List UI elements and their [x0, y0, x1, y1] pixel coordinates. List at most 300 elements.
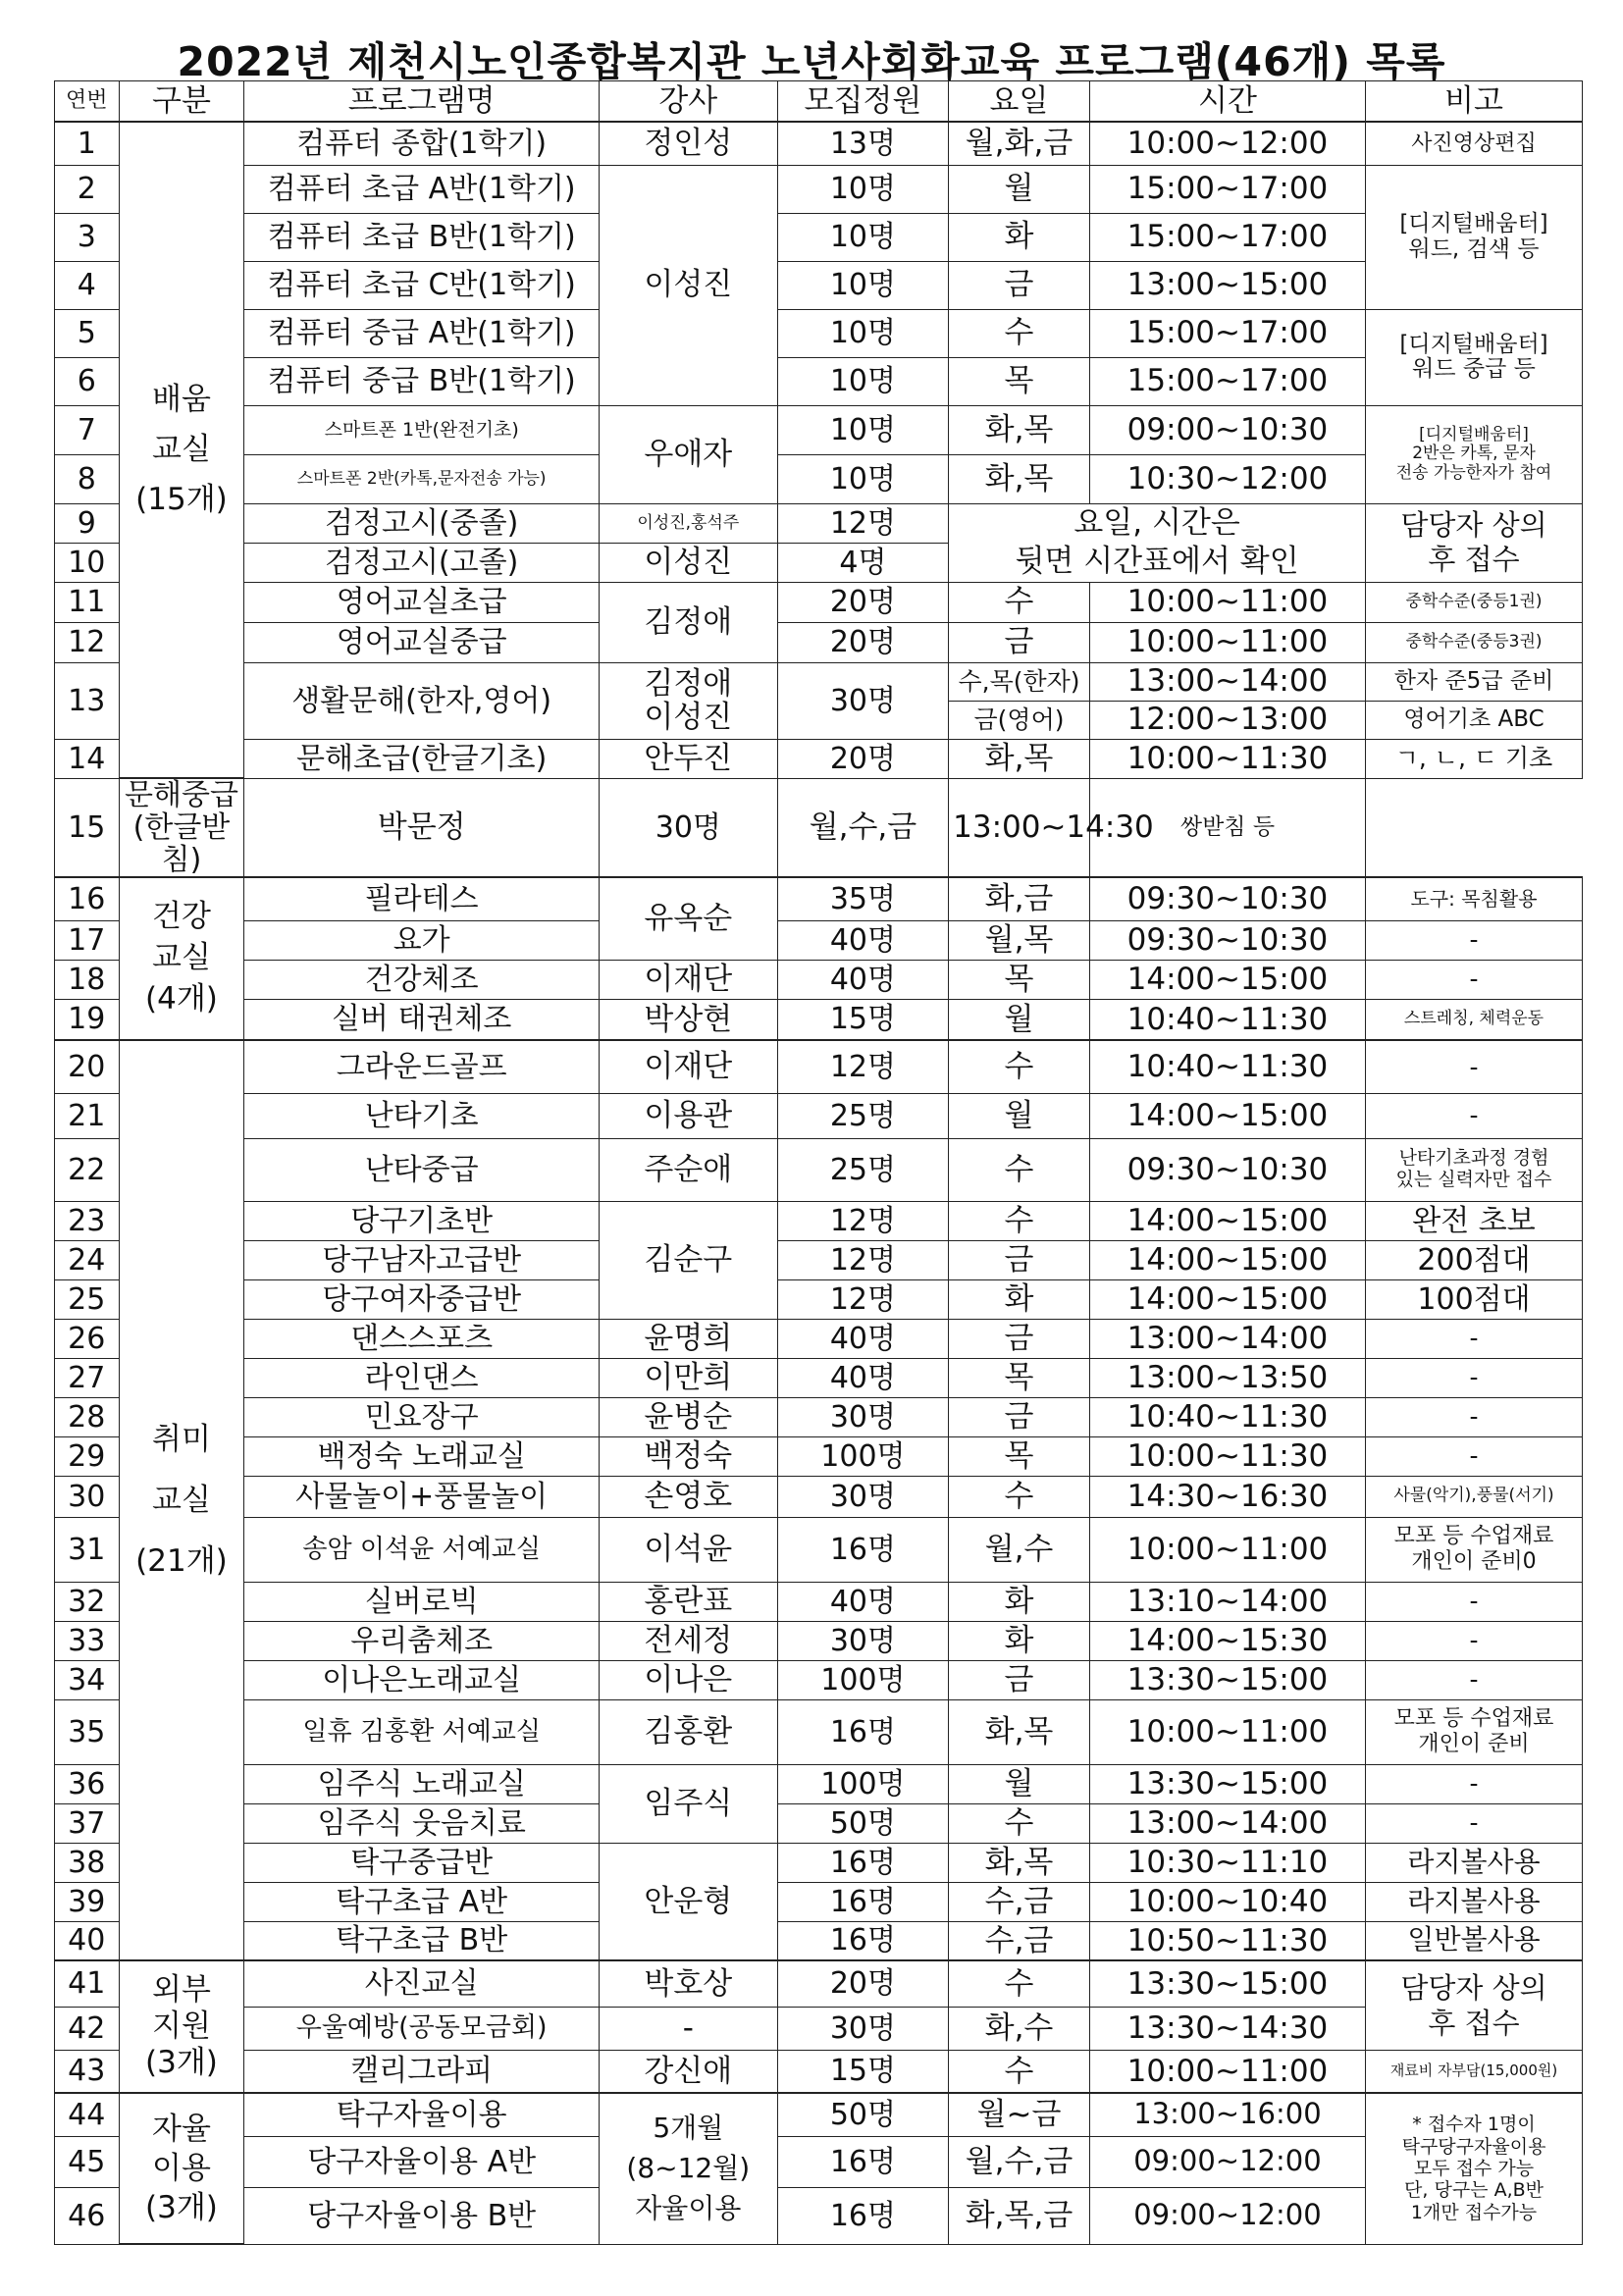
- teacher: 김정애: [599, 582, 777, 662]
- capacity: 10명: [777, 454, 948, 503]
- note: 사물(악기),풍물(서기): [1366, 1476, 1583, 1517]
- row-number: 42: [55, 2007, 120, 2050]
- day: 수: [949, 582, 1090, 622]
- capacity: 13명: [777, 122, 948, 165]
- teacher: 5개월 (8~12월) 자율이용: [599, 2093, 777, 2244]
- time: 13:00~14:00: [1089, 1803, 1365, 1843]
- capacity: 30명: [777, 1476, 948, 1517]
- note: 담당자 상의 후 접수: [1366, 503, 1583, 582]
- table-row: [55, 2007, 1583, 2050]
- row-number: 43: [55, 2050, 120, 2093]
- capacity: 16명: [777, 1921, 948, 1960]
- program-name: 난타중급: [244, 1138, 600, 1201]
- table-row: [55, 405, 1583, 454]
- teacher: 손영호: [599, 1476, 777, 1517]
- time: 14:00~15:00: [1089, 1240, 1365, 1279]
- capacity: 35명: [777, 877, 948, 920]
- row-number: 10: [55, 543, 120, 582]
- note: 사진영상편집: [1366, 122, 1583, 165]
- time: 10:00~11:00: [1089, 582, 1365, 622]
- category-self-use: 자율 이용 (3개): [119, 2093, 244, 2244]
- day: 수: [949, 1476, 1090, 1517]
- program-name: 탁구초급 A반: [244, 1882, 600, 1921]
- teacher: 이성진,홍석주: [599, 503, 777, 543]
- row-number: 24: [55, 1240, 120, 1279]
- note: 200점대: [1366, 1240, 1583, 1279]
- note: -: [1366, 1436, 1583, 1476]
- day: 목: [949, 357, 1090, 405]
- day: 화,목: [949, 405, 1090, 454]
- note: -: [1366, 1093, 1583, 1138]
- program-name: 영어교실중급: [244, 622, 600, 662]
- table-row: [55, 2093, 1583, 2136]
- program-name: 사진교실: [244, 1960, 600, 2007]
- row-number: 6: [55, 357, 120, 405]
- teacher: 이성진: [599, 543, 777, 582]
- note: 100점대: [1366, 1279, 1583, 1319]
- teacher: 임주식: [599, 1764, 777, 1843]
- row-number: 12: [55, 622, 120, 662]
- table-row: [55, 122, 1583, 165]
- note: 모포 등 수업재료 개인이 준비: [1366, 1699, 1583, 1764]
- time: 10:00~11:30: [1089, 1436, 1365, 1476]
- day: 금: [949, 1397, 1090, 1436]
- time: 14:00~15:00: [1089, 1279, 1365, 1319]
- teacher: 이재단: [599, 1040, 777, 1093]
- day: 화,목,금: [949, 2187, 1090, 2244]
- program-name: 컴퓨터 초급 A반(1학기): [244, 165, 600, 213]
- note: 스트레칭, 체력운동: [1366, 999, 1583, 1040]
- program-name: 우리춤체조: [244, 1621, 600, 1660]
- program-name: 필라테스: [244, 877, 600, 920]
- time: 13:30~14:30: [1089, 2007, 1365, 2050]
- capacity: 12명: [777, 1201, 948, 1240]
- row-number: 17: [55, 920, 120, 960]
- day: 월,수,금: [777, 778, 948, 877]
- capacity: 25명: [777, 1093, 948, 1138]
- teacher: 이나은: [599, 1660, 777, 1699]
- table-row: [55, 1397, 1583, 1436]
- teacher: 안두진: [599, 739, 777, 778]
- table-row: [55, 357, 1583, 405]
- note: 라지볼사용: [1366, 1882, 1583, 1921]
- day: 금: [949, 622, 1090, 662]
- capacity: 40명: [777, 1358, 948, 1397]
- program-name: 건강체조: [244, 960, 600, 999]
- day: 월: [949, 165, 1090, 213]
- time: 15:00~17:00: [1089, 165, 1365, 213]
- category-external: 외부 지원 (3개): [119, 1960, 244, 2093]
- note: 도구: 목침활용: [1366, 877, 1583, 920]
- schedule-note: 요일, 시간은 뒷면 시간표에서 확인: [949, 503, 1366, 582]
- capacity: 25명: [777, 1138, 948, 1201]
- day: 수,금: [949, 1921, 1090, 1960]
- capacity: 50명: [777, 1803, 948, 1843]
- day: 수: [949, 309, 1090, 357]
- program-name: 컴퓨터 중급 A반(1학기): [244, 309, 600, 357]
- capacity: 20명: [777, 1960, 948, 2007]
- capacity: 12명: [777, 1240, 948, 1279]
- row-number: 44: [55, 2093, 120, 2136]
- day: 수: [949, 2050, 1090, 2093]
- time: 13:00~16:00: [1089, 2093, 1365, 2136]
- capacity: 40명: [777, 960, 948, 999]
- document-title: 2022년 제천시노인종합복지관 노년사회화교육 프로그램(46개) 목록: [177, 38, 1446, 85]
- header-program: 프로그램명: [244, 81, 600, 123]
- time: 13:30~15:00: [1089, 1960, 1365, 2007]
- day: 목: [949, 1436, 1090, 1476]
- program-name: 컴퓨터 초급 C반(1학기): [244, 261, 600, 309]
- time: 10:40~11:30: [1089, 1040, 1365, 1093]
- program-name: 요가: [244, 920, 600, 960]
- teacher: 박문정: [244, 778, 600, 877]
- note: -: [1366, 1040, 1583, 1093]
- table-row: [55, 739, 1583, 778]
- capacity: 15명: [777, 999, 948, 1040]
- table-row: [55, 261, 1583, 309]
- day: 월: [949, 1093, 1090, 1138]
- note: 라지볼사용: [1366, 1843, 1583, 1882]
- table-row: [55, 778, 1583, 877]
- capacity: 16명: [777, 1517, 948, 1582]
- time: 12:00~13:00: [1089, 701, 1365, 739]
- program-name: 그라운드골프: [244, 1040, 600, 1093]
- teacher: 이용관: [599, 1093, 777, 1138]
- note: -: [1366, 1803, 1583, 1843]
- table-row: [55, 2187, 1583, 2244]
- day: 월: [949, 999, 1090, 1040]
- note: 담당자 상의 후 접수: [1366, 1960, 1583, 2050]
- row-number: 34: [55, 1660, 120, 1699]
- time: 10:00~12:00: [1089, 122, 1365, 165]
- table-row: [55, 1843, 1583, 1882]
- day: 화: [949, 1279, 1090, 1319]
- time: 15:00~17:00: [1089, 213, 1365, 261]
- table-row: [55, 1621, 1583, 1660]
- day: 금: [949, 1660, 1090, 1699]
- program-name: 당구기초반: [244, 1201, 600, 1240]
- day: 화: [949, 1582, 1090, 1621]
- time: 10:00~11:00: [1089, 1699, 1365, 1764]
- program-name: 생활문해(한자,영어): [244, 662, 600, 739]
- teacher: 이만희: [599, 1358, 777, 1397]
- day: 월~금: [949, 2093, 1090, 2136]
- day: 월: [949, 1764, 1090, 1803]
- note: 모포 등 수업재료 개인이 준비0: [1366, 1517, 1583, 1582]
- time: 10:00~11:30: [1089, 739, 1365, 778]
- program-name: 난타기초: [244, 1093, 600, 1138]
- table-row: [55, 877, 1583, 920]
- capacity: 50명: [777, 2093, 948, 2136]
- capacity: 10명: [777, 405, 948, 454]
- row-number: 30: [55, 1476, 120, 1517]
- program-name: 스마트폰 1반(완전기초): [244, 405, 600, 454]
- category-learning: 배움 교실 (15개): [119, 122, 244, 778]
- header-category: 구분: [119, 81, 244, 123]
- row-number: 25: [55, 1279, 120, 1319]
- program-name: 컴퓨터 초급 B반(1학기): [244, 213, 600, 261]
- time: 09:30~10:30: [1089, 1138, 1365, 1201]
- teacher: 이석윤: [599, 1517, 777, 1582]
- note: 난타기초과정 경험 있는 실력자만 접수: [1366, 1138, 1583, 1201]
- day: 수: [949, 1803, 1090, 1843]
- day: 월,화,금: [949, 122, 1090, 165]
- day: 수: [949, 1138, 1090, 1201]
- row-number: 38: [55, 1843, 120, 1882]
- day: 수: [949, 1960, 1090, 2007]
- day: 화,수: [949, 2007, 1090, 2050]
- time: 15:00~17:00: [1089, 357, 1365, 405]
- teacher: 홍란표: [599, 1582, 777, 1621]
- note: [디지털배움터] 2반은 카톡, 문자 전송 가능한자가 참여: [1366, 405, 1583, 503]
- note: -: [1366, 1621, 1583, 1660]
- time: 15:00~17:00: [1089, 309, 1365, 357]
- day: 목: [949, 960, 1090, 999]
- note: -: [1366, 1397, 1583, 1436]
- table-row: [55, 960, 1583, 999]
- day: 목: [949, 1358, 1090, 1397]
- time: 10:40~11:30: [1089, 999, 1365, 1040]
- row-number: 14: [55, 739, 120, 778]
- day: 화,목: [949, 1699, 1090, 1764]
- table-row: [55, 309, 1583, 357]
- row-number: 22: [55, 1138, 120, 1201]
- note: -: [1366, 1660, 1583, 1699]
- capacity: 30명: [777, 2007, 948, 2050]
- table-row: [55, 165, 1583, 213]
- day: 수: [949, 1040, 1090, 1093]
- time: 13:30~15:00: [1089, 1764, 1365, 1803]
- table-row: [55, 1960, 1583, 2007]
- category-health: 건강 교실 (4개): [119, 877, 244, 1040]
- program-name: 사물놀이+풍물놀이: [244, 1476, 600, 1517]
- table-row: [55, 1201, 1583, 1240]
- day: 화: [949, 213, 1090, 261]
- day: 금: [949, 1240, 1090, 1279]
- header-capacity: 모집정원: [777, 81, 948, 123]
- note: [디지털배움터] 워드, 검색 등: [1366, 165, 1583, 309]
- teacher: 이성진: [599, 165, 777, 405]
- capacity: 4명: [777, 543, 948, 582]
- time: 13:00~13:50: [1089, 1358, 1365, 1397]
- table-row: [55, 1921, 1583, 1960]
- program-name: 검정고시(고졸): [244, 543, 600, 582]
- header-time: 시간: [1089, 81, 1365, 123]
- teacher: 이재단: [599, 960, 777, 999]
- day: 화,금: [949, 877, 1090, 920]
- table-row: [55, 1582, 1583, 1621]
- program-name: 탁구초급 B반: [244, 1921, 600, 1960]
- row-number: 21: [55, 1093, 120, 1138]
- table-row: [55, 582, 1583, 622]
- row-number: 15: [55, 778, 120, 877]
- note: -: [1366, 920, 1583, 960]
- program-name: 탁구중급반: [244, 1843, 600, 1882]
- day: 화,목: [949, 454, 1090, 503]
- table-row: [55, 999, 1583, 1040]
- time: 10:00~11:00: [1089, 1517, 1365, 1582]
- capacity: 40명: [777, 1319, 948, 1358]
- teacher: 김홍환: [599, 1699, 777, 1764]
- row-number: 36: [55, 1764, 120, 1803]
- teacher: 우애자: [599, 405, 777, 503]
- note: 한자 준5급 준비: [1366, 662, 1583, 701]
- header-num: 연번: [55, 81, 120, 123]
- time: 10:50~11:30: [1089, 1921, 1365, 1960]
- program-name: 컴퓨터 중급 B반(1학기): [244, 357, 600, 405]
- time: 09:00~10:30: [1089, 405, 1365, 454]
- teacher: 윤명희: [599, 1319, 777, 1358]
- program-name: 탁구자율이용: [244, 2093, 600, 2136]
- row-number: 23: [55, 1201, 120, 1240]
- row-number: 2: [55, 165, 120, 213]
- row-number: 4: [55, 261, 120, 309]
- day: 수: [949, 1201, 1090, 1240]
- time: 09:30~10:30: [1089, 877, 1365, 920]
- program-name: 우울예방(공동모금회): [244, 2007, 600, 2050]
- row-number: 11: [55, 582, 120, 622]
- day: 수,금: [949, 1882, 1090, 1921]
- program-name: 당구여자중급반: [244, 1279, 600, 1319]
- row-number: 7: [55, 405, 120, 454]
- program-name: 캘리그라피: [244, 2050, 600, 2093]
- capacity: 10명: [777, 357, 948, 405]
- row-number: 8: [55, 454, 120, 503]
- table-row: [55, 1699, 1583, 1764]
- row-number: 19: [55, 999, 120, 1040]
- time: 14:00~15:00: [1089, 960, 1365, 999]
- teacher: 강신애: [599, 2050, 777, 2093]
- program-name: 영어교실초급: [244, 582, 600, 622]
- day: 금: [949, 1319, 1090, 1358]
- capacity: 12명: [777, 503, 948, 543]
- time: 13:00~15:00: [1089, 261, 1365, 309]
- time: 10:00~11:00: [1089, 622, 1365, 662]
- capacity: 16명: [777, 1843, 948, 1882]
- program-name: 실버 태권체조: [244, 999, 600, 1040]
- program-name: 라인댄스: [244, 1358, 600, 1397]
- row-number: 37: [55, 1803, 120, 1843]
- row-number: 18: [55, 960, 120, 999]
- note: 일반볼사용: [1366, 1921, 1583, 1960]
- capacity: 30명: [599, 778, 777, 877]
- teacher: 안운형: [599, 1843, 777, 1960]
- time: 14:00~15:30: [1089, 1621, 1365, 1660]
- time: 10:30~12:00: [1089, 454, 1365, 503]
- time: 13:30~15:00: [1089, 1660, 1365, 1699]
- program-name: 스마트폰 2반(카톡,문자전송 가능): [244, 454, 600, 503]
- row-number: 32: [55, 1582, 120, 1621]
- table-row: [55, 1319, 1583, 1358]
- time: 14:00~15:00: [1089, 1093, 1365, 1138]
- row-number: 31: [55, 1517, 120, 1582]
- teacher: -: [599, 2007, 777, 2050]
- table-row: [55, 2050, 1583, 2093]
- table-row: [55, 1138, 1583, 1201]
- row-number: 28: [55, 1397, 120, 1436]
- capacity: 15명: [777, 2050, 948, 2093]
- note: -: [1366, 1319, 1583, 1358]
- note: 재료비 자부담(15,000원): [1366, 2050, 1583, 2093]
- program-name: 당구남자고급반: [244, 1240, 600, 1279]
- time: 09:00~12:00: [1089, 2187, 1365, 2244]
- table-row: [55, 503, 1583, 543]
- table-row: [55, 1436, 1583, 1476]
- table-row: [55, 1279, 1583, 1319]
- program-name: 임주식 노래교실: [244, 1764, 600, 1803]
- table-row: [55, 1358, 1583, 1397]
- row-number: 3: [55, 213, 120, 261]
- day: 금(영어): [949, 701, 1090, 739]
- capacity: 30명: [777, 1621, 948, 1660]
- capacity: 20명: [777, 739, 948, 778]
- teacher: 윤병순: [599, 1397, 777, 1436]
- row-number: 26: [55, 1319, 120, 1358]
- time: 10:00~10:40: [1089, 1882, 1365, 1921]
- program-name: 컴퓨터 종합(1학기): [244, 122, 600, 165]
- row-number: 39: [55, 1882, 120, 1921]
- program-table: [54, 80, 1583, 2245]
- note: * 접수자 1명이 탁구당구자율이용 모두 접수 가능 단, 당구는 A,B반 1개만 접수가능: [1366, 2093, 1583, 2244]
- program-name: 이나은노래교실: [244, 1660, 600, 1699]
- teacher: 주순애: [599, 1138, 777, 1201]
- note: 중학수준(중등3권): [1366, 622, 1583, 662]
- table-row: [55, 1803, 1583, 1843]
- table-row: [55, 1476, 1583, 1517]
- row-number: 16: [55, 877, 120, 920]
- note: -: [1366, 960, 1583, 999]
- capacity: 100명: [777, 1436, 948, 1476]
- day: 월,목: [949, 920, 1090, 960]
- teacher: 박상현: [599, 999, 777, 1040]
- table-row: [55, 920, 1583, 960]
- capacity: 16명: [777, 2187, 948, 2244]
- time: 13:10~14:00: [1089, 1582, 1365, 1621]
- table-row: [55, 1882, 1583, 1921]
- row-number: 13: [55, 662, 120, 739]
- teacher: 유옥순: [599, 877, 777, 960]
- capacity: 10명: [777, 165, 948, 213]
- day: 화,목: [949, 1843, 1090, 1882]
- program-name: 문해초급(한글기초): [244, 739, 600, 778]
- table-row: [55, 1093, 1583, 1138]
- program-name: 백정숙 노래교실: [244, 1436, 600, 1476]
- time: 13:00~14:00: [1089, 1319, 1365, 1358]
- row-number: 33: [55, 1621, 120, 1660]
- row-number: 45: [55, 2136, 120, 2187]
- time: 14:00~15:00: [1089, 1201, 1365, 1240]
- day: 금: [949, 261, 1090, 309]
- header-note: 비고: [1366, 81, 1583, 123]
- capacity: 100명: [777, 1764, 948, 1803]
- program-name: 문해중급(한글받침): [119, 778, 244, 877]
- table-row: [55, 622, 1583, 662]
- day: 월,수: [949, 1517, 1090, 1582]
- program-name: 당구자율이용 B반: [244, 2187, 600, 2244]
- note: -: [1366, 1764, 1583, 1803]
- time: 09:00~12:00: [1089, 2136, 1365, 2187]
- capacity: 16명: [777, 1882, 948, 1921]
- note: 쌍받침 등: [1089, 778, 1365, 877]
- table-row: [55, 1240, 1583, 1279]
- teacher: 백정숙: [599, 1436, 777, 1476]
- time: 14:30~16:30: [1089, 1476, 1365, 1517]
- table-row: [55, 213, 1583, 261]
- row-number: 29: [55, 1436, 120, 1476]
- table-row: [55, 1040, 1583, 1093]
- row-number: 1: [55, 122, 120, 165]
- program-name: 일휴 김홍환 서예교실: [244, 1699, 600, 1764]
